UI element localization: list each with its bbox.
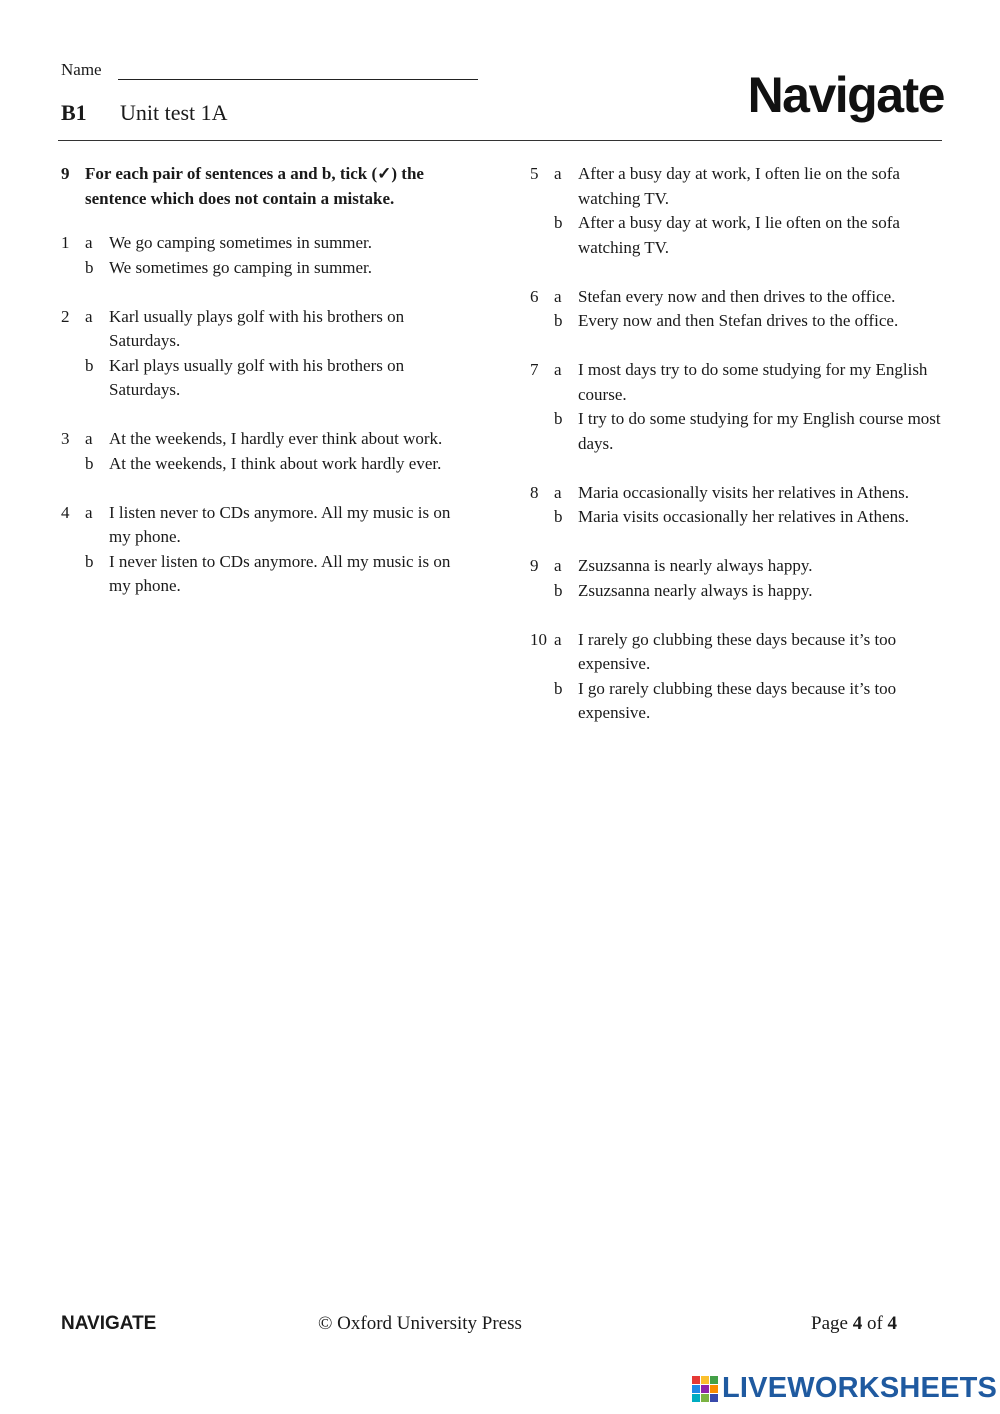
question-number: 9 xyxy=(530,556,539,575)
option-letter: a xyxy=(85,429,93,448)
grid-cell xyxy=(710,1394,718,1402)
question-item xyxy=(61,501,471,599)
option-letter: b xyxy=(85,453,94,473)
exercise-number: 9 xyxy=(61,164,70,183)
page-prefix: Page xyxy=(811,1313,848,1334)
page-indicator xyxy=(811,1313,897,1335)
option-b[interactable] xyxy=(61,354,471,403)
page-of: of xyxy=(866,1313,883,1334)
question-item xyxy=(61,231,471,280)
sentence-text: I go rarely clubbing these days because it’s too expensive. xyxy=(578,678,897,722)
option-a[interactable] xyxy=(530,162,950,211)
option-letter: a xyxy=(85,502,93,522)
name-field-row xyxy=(61,60,478,80)
option-letter: b xyxy=(554,507,563,526)
sentence-text: I listen never to CDs anymore. All my music is on my phone. xyxy=(109,502,451,546)
question-number: 1 xyxy=(61,233,70,252)
footer-brand: NAVIGATE xyxy=(61,1313,157,1334)
question-item xyxy=(530,481,950,530)
option-a[interactable] xyxy=(61,231,471,256)
option-a[interactable] xyxy=(530,285,950,310)
sentence-text: At the weekends, I hardly ever think about work. xyxy=(109,429,443,448)
option-letter: b xyxy=(85,257,94,277)
question-number: 8 xyxy=(530,482,539,502)
grid-cell xyxy=(710,1385,718,1393)
question-item xyxy=(530,162,950,260)
question-item xyxy=(61,427,471,476)
grid-cell xyxy=(692,1394,700,1402)
sentence-text: Stefan every now and then drives to the office. xyxy=(578,286,896,306)
name-label: Name xyxy=(61,60,102,79)
question-item xyxy=(530,358,950,456)
option-b[interactable] xyxy=(530,677,950,726)
grid-cell xyxy=(692,1385,700,1393)
sentence-text: Every now and then Stefan drives to the office. xyxy=(578,311,899,330)
sentence-text: Zsuzsanna nearly always is happy. xyxy=(578,580,813,600)
right-question-column xyxy=(530,162,950,750)
option-letter: a xyxy=(554,164,562,183)
option-b[interactable] xyxy=(61,452,471,477)
option-letter: b xyxy=(554,678,563,698)
sentence-text: Zsuzsanna is nearly always happy. xyxy=(578,556,813,575)
question-number: 6 xyxy=(530,286,539,306)
level-label: B1 xyxy=(61,100,87,125)
option-letter: b xyxy=(554,409,563,428)
question-number: 2 xyxy=(61,306,70,326)
option-letter: a xyxy=(85,233,93,252)
liveworksheets-logo[interactable] xyxy=(692,1372,997,1405)
question-number: 10 xyxy=(530,629,547,649)
option-letter: a xyxy=(554,556,562,575)
grid-cell xyxy=(701,1376,709,1384)
sentence-text: We sometimes go camping in summer. xyxy=(109,257,373,277)
option-a[interactable] xyxy=(530,554,950,579)
option-a[interactable] xyxy=(61,427,471,452)
sentence-text: After a busy day at work, I lie often on the sofa watching TV. xyxy=(578,213,900,257)
question-item xyxy=(530,628,950,726)
option-letter: a xyxy=(554,482,562,502)
option-letter: b xyxy=(554,311,563,330)
grid-cell xyxy=(701,1385,709,1393)
question-item xyxy=(530,554,950,603)
sentence-text: I never listen to CDs anymore. All my music is on my phone. xyxy=(109,551,451,595)
sentence-text: I most days try to do some studying for my English course. xyxy=(578,360,928,404)
question-number: 3 xyxy=(61,429,70,448)
grid-cell xyxy=(701,1394,709,1402)
unit-title: Unit test 1A xyxy=(120,100,228,125)
option-b[interactable] xyxy=(61,256,471,281)
option-letter: b xyxy=(85,551,94,571)
option-letter: a xyxy=(85,306,93,326)
option-b[interactable] xyxy=(530,309,950,334)
sentence-text: At the weekends, I think about work hardly ever. xyxy=(109,453,442,473)
instruction-text: For each pair of sentences a and b, tick (✓) the sentence which does not contain a mistake. xyxy=(85,164,424,208)
option-letter: b xyxy=(85,355,94,375)
sentence-text: Karl plays usually golf with his brothers on Saturdays. xyxy=(109,355,405,399)
exercise-instruction xyxy=(61,162,471,211)
grid-cell xyxy=(710,1376,718,1384)
header-divider xyxy=(58,140,942,141)
option-letter: a xyxy=(554,360,562,379)
sentence-text: Maria occasionally visits her relatives in Athens. xyxy=(578,482,909,502)
question-number: 7 xyxy=(530,360,539,379)
sentence-text: I try to do some studying for my English course most days. xyxy=(578,409,941,453)
sentence-text: Maria visits occasionally her relatives in Athens. xyxy=(578,507,909,526)
option-b[interactable] xyxy=(530,579,950,604)
liveworksheets-grid-icon xyxy=(692,1376,718,1402)
page-total: 4 xyxy=(887,1313,898,1334)
question-item xyxy=(530,285,950,334)
option-b[interactable] xyxy=(530,407,950,456)
question-item xyxy=(61,305,471,403)
navigate-logo: Navigate xyxy=(747,67,944,123)
question-number: 4 xyxy=(61,502,70,522)
option-letter: a xyxy=(554,286,562,306)
option-a[interactable] xyxy=(530,628,950,677)
left-question-column xyxy=(61,231,471,623)
option-letter: a xyxy=(554,629,562,649)
sentence-text: After a busy day at work, I often lie on the sofa watching TV. xyxy=(578,164,900,208)
option-letter: b xyxy=(554,213,563,232)
sentence-text: We go camping sometimes in summer. xyxy=(109,233,373,252)
question-number: 5 xyxy=(530,164,539,183)
option-b[interactable] xyxy=(530,211,950,260)
option-a[interactable] xyxy=(530,481,950,506)
option-letter: b xyxy=(554,580,563,600)
grid-cell xyxy=(692,1376,700,1384)
sentence-text: I rarely go clubbing these days because it’s too expensive. xyxy=(578,629,897,673)
sentence-text: Karl usually plays golf with his brothers on Saturdays. xyxy=(109,306,405,350)
liveworksheets-text: LIVEWORKSHEETS xyxy=(722,1372,998,1404)
page-current: 4 xyxy=(852,1313,863,1334)
name-input-line[interactable] xyxy=(118,63,478,80)
option-b[interactable] xyxy=(61,550,471,599)
option-a[interactable] xyxy=(61,305,471,354)
option-a[interactable] xyxy=(61,501,471,550)
option-b[interactable] xyxy=(530,505,950,530)
option-a[interactable] xyxy=(530,358,950,407)
footer-copyright: © Oxford University Press xyxy=(318,1313,522,1334)
